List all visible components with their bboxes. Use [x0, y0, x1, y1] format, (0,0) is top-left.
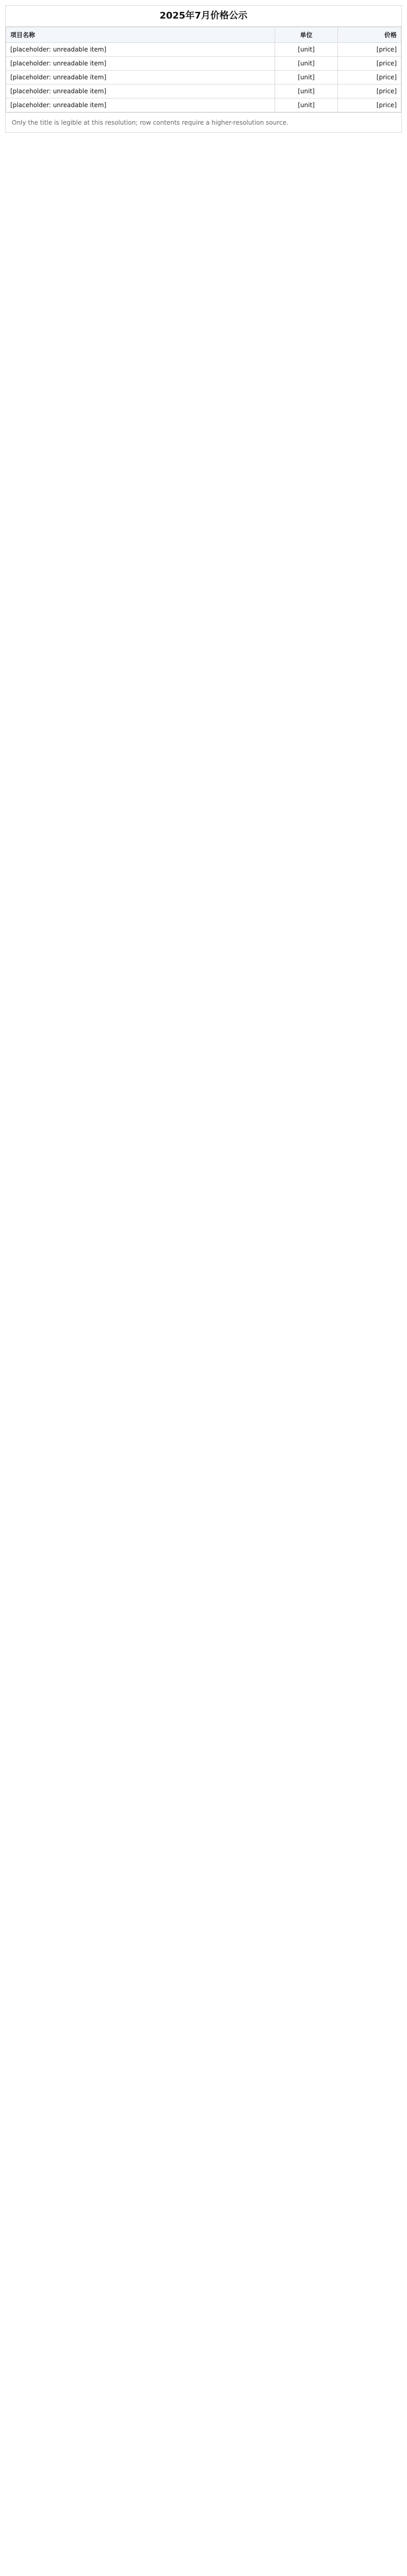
unit-cell: [unit]	[275, 43, 338, 57]
price-list-page	[5, 5, 402, 133]
unit-cell: [unit]	[275, 71, 338, 84]
table-row	[6, 84, 401, 98]
table-header-row	[6, 27, 401, 43]
unit-cell: [unit]	[275, 84, 338, 98]
table-row	[6, 57, 401, 71]
item-name-cell: [placeholder: unreadable item]	[6, 71, 275, 84]
resolution-note: Only the title is legible at this resolution; row contents require a higher-resolution source.	[6, 112, 401, 132]
header-price: 价格	[338, 27, 401, 43]
price-cell: [price]	[338, 43, 401, 57]
price-cell: [price]	[338, 84, 401, 98]
price-cell: [price]	[338, 57, 401, 71]
item-name-cell: [placeholder: unreadable item]	[6, 98, 275, 112]
price-cell: [price]	[338, 98, 401, 112]
price-table	[6, 27, 401, 112]
header-item-name: 项目名称	[6, 27, 275, 43]
table-row	[6, 71, 401, 84]
unit-cell: [unit]	[275, 98, 338, 112]
page-title: 2025年7月价格公示	[6, 6, 401, 27]
item-name-cell: [placeholder: unreadable item]	[6, 43, 275, 57]
table-row	[6, 98, 401, 112]
price-cell: [price]	[338, 71, 401, 84]
table-body	[6, 43, 401, 112]
unit-cell: [unit]	[275, 57, 338, 71]
header-unit: 单位	[275, 27, 338, 43]
item-name-cell: [placeholder: unreadable item]	[6, 84, 275, 98]
table-row	[6, 43, 401, 57]
item-name-cell: [placeholder: unreadable item]	[6, 57, 275, 71]
